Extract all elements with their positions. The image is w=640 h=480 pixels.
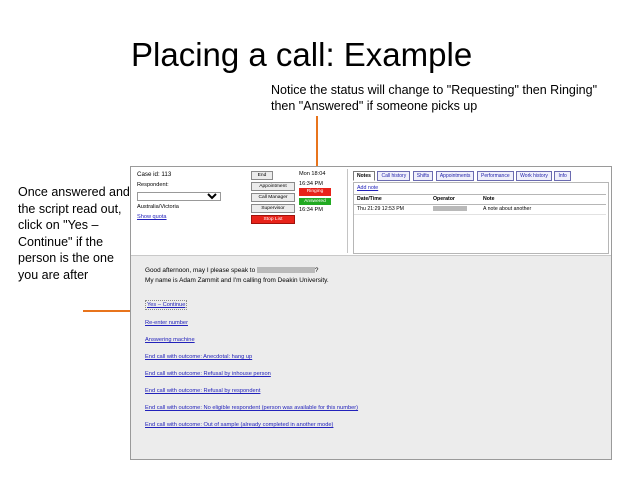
- show-quota-link[interactable]: Show quota: [137, 214, 167, 220]
- tab-performance[interactable]: Performance: [477, 171, 514, 181]
- call-info-panel: [137, 171, 243, 222]
- option-yes-continue[interactable]: Yes – Continue: [147, 302, 186, 308]
- tab-info[interactable]: Info: [554, 171, 570, 181]
- add-note-link[interactable]: Add note: [357, 185, 379, 191]
- status-badge-answered: Answered: [299, 198, 331, 206]
- column-operator: Operator: [430, 195, 480, 205]
- table-row[interactable]: [354, 205, 606, 215]
- tab-notes[interactable]: Notes: [353, 171, 375, 181]
- status-badge-ringing: Ringing: [299, 188, 331, 196]
- option-answering-machine[interactable]: Answering machine: [145, 337, 195, 343]
- annotation-yes-continue: Once answered and the script read out, click on "Yes – Continue" if the person is the one you are after: [18, 185, 130, 282]
- call-manager-button[interactable]: Call Manager: [251, 193, 295, 202]
- option-end-call-no-eligible-respondent[interactable]: End call with outcome: No eligible respondent (person was available for this number): [145, 405, 359, 411]
- page-title: Placing a call: Example: [131, 36, 473, 73]
- tab-call-history[interactable]: Call history: [377, 171, 410, 181]
- cell-operator: [430, 205, 480, 215]
- cell-note: A note about another: [480, 205, 606, 215]
- status-time-1: 16:34 PM: [299, 180, 323, 187]
- tab-bar: [353, 171, 607, 180]
- clock-label: Mon 18:04: [299, 171, 326, 177]
- status-time-2: 16:34 PM: [299, 207, 323, 214]
- notes-pane: [353, 182, 609, 254]
- arrow-down-icon: [316, 116, 318, 170]
- app-top-panel: [131, 167, 611, 255]
- option-re-enter-number[interactable]: Re-enter number: [145, 320, 188, 326]
- tab-shifts[interactable]: Shifts: [413, 171, 434, 181]
- panel-divider: [347, 169, 348, 253]
- option-end-call-refusal-inhouse[interactable]: End call with outcome: Refusal by inhouse person: [145, 371, 271, 377]
- cell-datetime: Thu 21:29 12:53 PM: [354, 205, 430, 215]
- script-line-1-suffix: ?: [314, 267, 319, 274]
- end-button[interactable]: End: [251, 171, 273, 180]
- supervisor-button[interactable]: Supervisor: [251, 204, 295, 213]
- column-datetime: Date/Time: [354, 195, 430, 205]
- annotation-status-change: Notice the status will change to "Requesting" then Ringing" then "Answered" if someone picks up: [271, 83, 598, 113]
- call-action-buttons: [251, 171, 297, 226]
- timezone-label: Australia/Victoria: [137, 204, 179, 211]
- option-end-call-anecdotal-hangup[interactable]: End call with outcome: Anecdotal: hang up: [145, 354, 253, 360]
- script-option-list: [131, 286, 611, 429]
- app-screenshot: [130, 166, 612, 460]
- tab-appointments[interactable]: Appointments: [436, 171, 475, 181]
- appointment-button[interactable]: Appointment: [251, 182, 295, 191]
- script-text: [131, 256, 611, 286]
- option-end-call-out-of-sample[interactable]: End call with outcome: Out of sample (already completed in another mode): [145, 422, 334, 428]
- redaction-block: [257, 267, 315, 273]
- case-id-label: Case id: 113: [137, 171, 172, 178]
- stop-list-button[interactable]: Stop List: [251, 215, 295, 224]
- respondent-label: Respondent:: [137, 182, 169, 189]
- notes-table-header: [354, 195, 606, 205]
- notes-table: [354, 194, 606, 215]
- option-end-call-refusal-respondent[interactable]: End call with outcome: Refusal by respondent: [145, 388, 261, 394]
- column-note: Note: [480, 195, 606, 205]
- script-line-2: My name is Adam Zammit and I'm calling from Deakin University.: [145, 277, 329, 284]
- call-status-panel: [299, 171, 345, 215]
- redaction-block: [433, 206, 467, 211]
- tab-work-history[interactable]: Work history: [516, 171, 552, 181]
- script-panel: [131, 255, 611, 460]
- respondent-select[interactable]: [137, 192, 221, 201]
- script-line-1-prefix: Good afternoon, may I please speak to: [145, 267, 256, 274]
